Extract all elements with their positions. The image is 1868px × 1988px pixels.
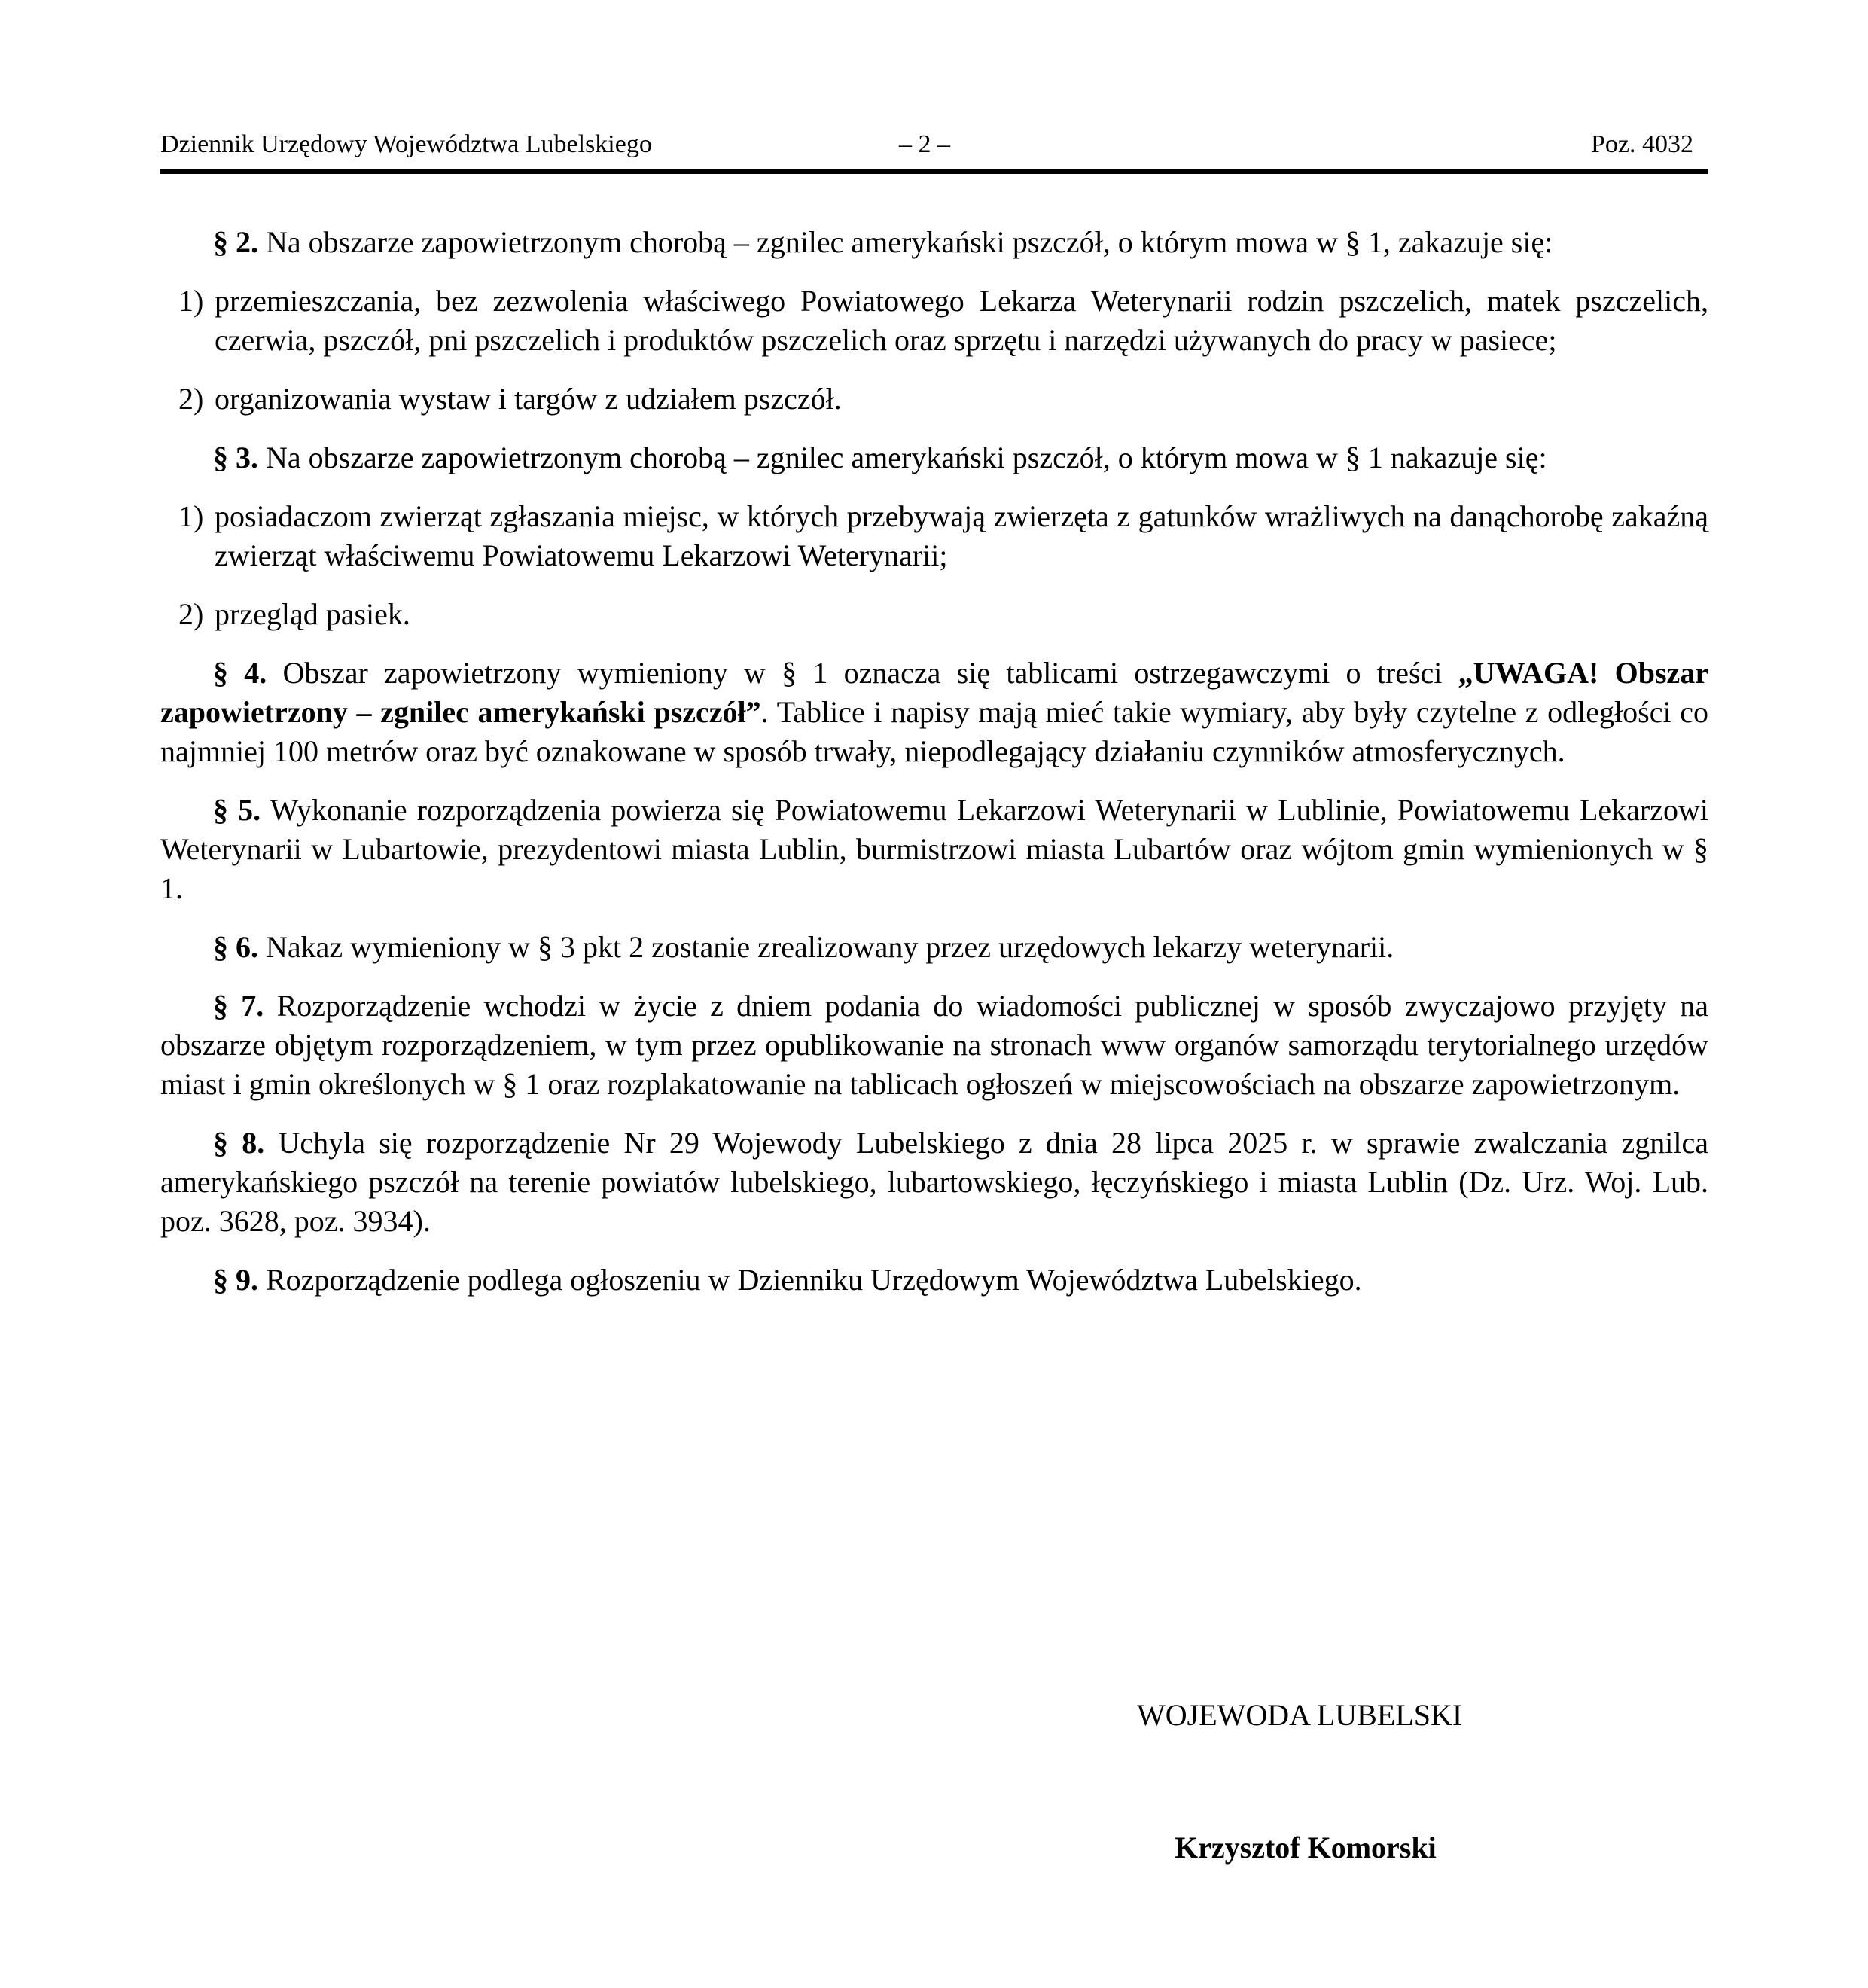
list-number: 2) bbox=[178, 597, 204, 631]
section-text: . Tablice i napisy mają mieć takie wymiary, aby były czytelne z odległości co najmniej 100 metrów oraz być oznakowane w sposób trwały, niepodlegający działaniu czynników atmosferycznych. bbox=[160, 695, 1708, 768]
section-mark: § 4. bbox=[213, 656, 267, 690]
page-header bbox=[160, 122, 1708, 167]
list-text: przemieszczania, bez zezwolenia właściwego Powiatowego Lekarza Weterynarii rodzin pszczelich, matek pszczelich, czerwia, pszczół, pni pszczelich i produktów pszczelich oraz sprzętu i narzędzi używanych do pracy w pasiece; bbox=[215, 284, 1708, 357]
section-mark: § 9. bbox=[213, 1263, 258, 1297]
section-6 bbox=[160, 928, 1708, 967]
list-number: 2) bbox=[178, 382, 204, 416]
section-mark: § 3. bbox=[213, 441, 258, 474]
position-number: Poz. 4032 bbox=[1591, 130, 1693, 158]
list-text: przegląd pasiek. bbox=[215, 597, 410, 631]
section-5 bbox=[160, 791, 1708, 908]
section-mark: § 8. bbox=[213, 1126, 265, 1160]
list-item bbox=[160, 595, 1708, 634]
list-item bbox=[160, 282, 1708, 360]
section-text: Rozporządzenie wchodzi w życie z dniem podania do wiadomości publicznej w sposób zwyczajowo przyjęty na obszarze objętym rozporządzeniem, w tym przez opublikowanie na stronach www organów samorządu terytorialnego urzędów miast i gmin określonych w § 1 oraz rozplakatowanie na tablicach ogłoszeń w miejscowościach na obszarze zapowietrzonym. bbox=[160, 989, 1708, 1101]
section-text: Wykonanie rozporządzenia powierza się Powiatowemu Lekarzowi Weterynarii w Lublinie, Powiatowemu Lekarzowi Weterynarii w Lubartowie, prezydentowi miasta Lublin, burmistrzowi miasta Lubartów oraz wójtom gmin wymienionych w § 1. bbox=[160, 793, 1708, 905]
journal-title: Dziennik Urzędowy Województwa Lubelskiego bbox=[160, 130, 652, 158]
page-number: – 2 – bbox=[899, 130, 950, 158]
list-number: 1) bbox=[178, 499, 204, 533]
section-7 bbox=[160, 986, 1708, 1104]
signatory-name: Krzysztof Komorski bbox=[1175, 1831, 1437, 1865]
section-text: Obszar zapowietrzony wymieniony w § 1 oznacza się tablicami ostrzegawczymi o treści bbox=[267, 656, 1458, 690]
signatory-title: WOJEWODA LUBELSKI bbox=[1137, 1698, 1463, 1732]
section-3 bbox=[160, 438, 1708, 477]
list-number: 1) bbox=[178, 284, 204, 318]
section-2 bbox=[160, 223, 1708, 262]
section-mark: § 6. bbox=[213, 930, 258, 964]
section-text: Na obszarze zapowietrzonym chorobą – zgnilec amerykański pszczół, o którym mowa w § 1 nakazuje się: bbox=[258, 441, 1547, 474]
list-text: organizowania wystaw i targów z udziałem pszczół. bbox=[215, 382, 842, 416]
warning-sign-text: „UWAGA! Obszar zapowietrzony – zgnilec amerykański pszczół” bbox=[160, 656, 1709, 729]
list-text: posiadaczom zwierząt zgłaszania miejsc, w których przebywają zwierzęta z gatunków wrażliwych na danąchorobę zakaźną zwierząt właściwemu Powiatowemu Lekarzowi Weterynarii; bbox=[215, 499, 1708, 572]
section-4 bbox=[160, 654, 1708, 771]
list-item bbox=[160, 380, 1708, 419]
section-text: Na obszarze zapowietrzonym chorobą – zgnilec amerykański pszczół, o którym mowa w § 1, zakazuje się: bbox=[258, 225, 1553, 259]
section-mark: § 2. bbox=[213, 225, 258, 259]
section-mark: § 5. bbox=[213, 793, 261, 827]
section-9 bbox=[160, 1261, 1708, 1300]
section-text: Rozporządzenie podlega ogłoszeniu w Dzienniku Urzędowym Województwa Lubelskiego. bbox=[258, 1263, 1362, 1297]
header-rule bbox=[160, 169, 1708, 174]
section-8 bbox=[160, 1124, 1708, 1241]
section-text: Nakaz wymieniony w § 3 pkt 2 zostanie zrealizowany przez urzędowych lekarzy weterynarii. bbox=[258, 930, 1394, 964]
list-item bbox=[160, 497, 1708, 575]
section-mark: § 7. bbox=[213, 989, 264, 1023]
section-text: Uchyla się rozporządzenie Nr 29 Wojewody Lubelskiego z dnia 28 lipca 2025 r. w sprawie zwalczania zgnilca amerykańskiego pszczół na terenie powiatów lubelskiego, lubartowskiego, łęczyńskiego i miasta Lublin (Dz. Urz. Woj. Lub. poz. 3628, poz. 3934). bbox=[160, 1126, 1708, 1238]
document-body bbox=[160, 223, 1708, 1319]
